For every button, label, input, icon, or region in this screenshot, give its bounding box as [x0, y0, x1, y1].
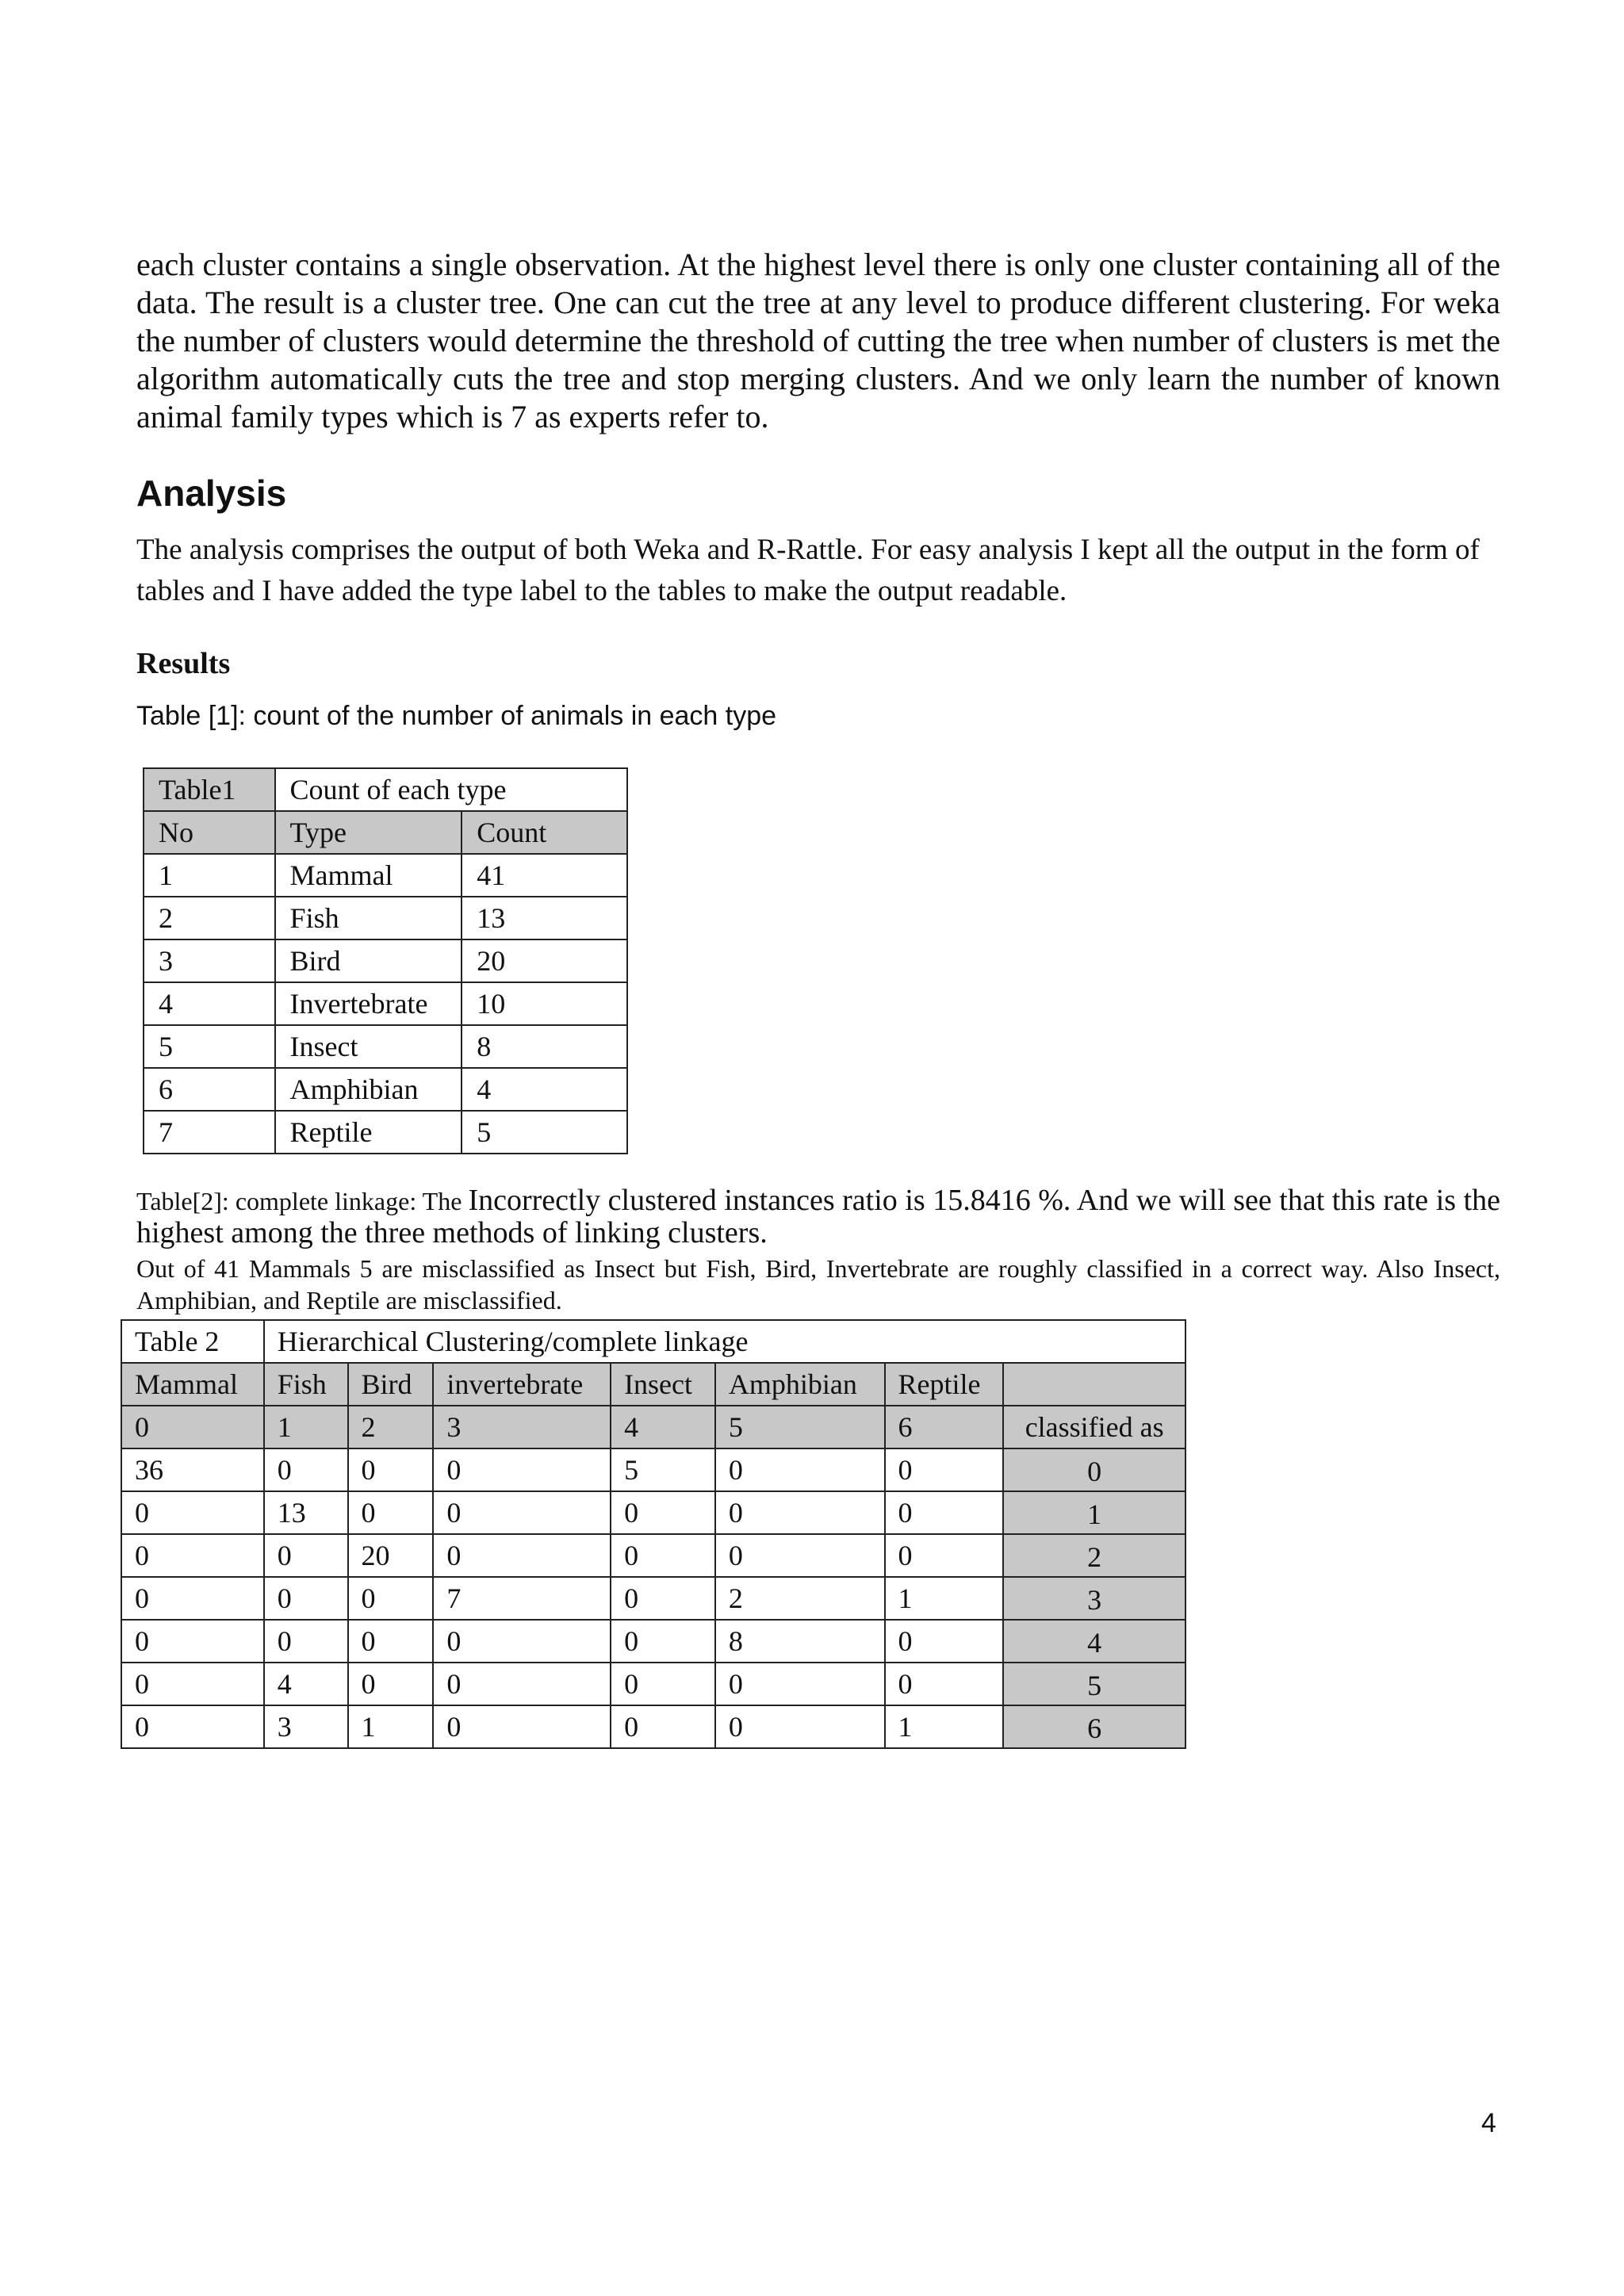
table2-type-header: invertebrate	[433, 1363, 611, 1406]
table2-index-header: 2	[348, 1406, 434, 1448]
table-row	[144, 854, 627, 897]
table2-note: Out of 41 Mammals 5 are misclassified as Insect but Fish, Bird, Invertebrate are roughly classified in a correct way. Also Insect, Amphibian, and Reptile are misclassified.	[136, 1254, 1500, 1314]
table-row	[121, 1448, 1185, 1491]
table2-cell: 0	[121, 1663, 264, 1705]
table2-cell: 0	[121, 1705, 264, 1748]
table1-cell-type: Fish	[275, 897, 462, 939]
table1-cell-type: Amphibian	[275, 1068, 462, 1111]
table2-cell: 0	[885, 1620, 1004, 1663]
table2-cell: 0	[433, 1705, 611, 1748]
table-row	[121, 1534, 1185, 1577]
table2-cell: 0	[433, 1491, 611, 1534]
table1-cell-count: 8	[462, 1025, 627, 1068]
table2-classified-as-cell: 2	[1003, 1534, 1185, 1577]
table1-cell-count: 20	[462, 939, 627, 982]
table2-cell: 0	[121, 1491, 264, 1534]
table1-cell-no: 1	[144, 854, 275, 897]
table1-header-type: Type	[275, 811, 462, 854]
table2-index-header: 5	[715, 1406, 885, 1448]
table2-index-header: 6	[885, 1406, 1004, 1448]
table1-cell-type: Bird	[275, 939, 462, 982]
table2-cell: 0	[348, 1448, 434, 1491]
table2-cell: 0	[433, 1448, 611, 1491]
animal-type-count-table	[143, 767, 628, 1154]
table2-cell: 0	[611, 1705, 715, 1748]
table-row	[121, 1491, 1185, 1534]
table2-type-header: Mammal	[121, 1363, 264, 1406]
table2-cell: 4	[264, 1663, 348, 1705]
table2-cell: 3	[264, 1705, 348, 1748]
table2-cell: 1	[885, 1705, 1004, 1748]
table1-title: Table1	[144, 768, 275, 811]
table2-cell: 0	[121, 1577, 264, 1620]
table1-header-count: Count	[462, 811, 627, 854]
table2-classified-as-cell: 5	[1003, 1663, 1185, 1705]
table2-classified-as-cell: 0	[1003, 1448, 1185, 1491]
table2-index-header: 1	[264, 1406, 348, 1448]
table1-cell-no: 4	[144, 982, 275, 1025]
analysis-heading: Analysis	[136, 473, 287, 514]
table-row	[144, 1111, 627, 1154]
table1-cell-count: 4	[462, 1068, 627, 1111]
results-heading: Results	[136, 647, 231, 680]
table2-cell: 0	[121, 1620, 264, 1663]
table2-cell: 0	[715, 1491, 885, 1534]
table2-cell: 0	[885, 1663, 1004, 1705]
table2-cell: 36	[121, 1448, 264, 1491]
analysis-paragraph: The analysis comprises the output of both Weka and R-Rattle. For easy analysis I kept all the output in the form of tables and I have added the type label to the tables to make the output readable.	[136, 534, 1480, 607]
table2-cell: 0	[611, 1534, 715, 1577]
table1-cell-no: 7	[144, 1111, 275, 1154]
table-row	[144, 1025, 627, 1068]
table2-classified-as-cell: 3	[1003, 1577, 1185, 1620]
table2-cell: 1	[885, 1577, 1004, 1620]
table2-cell: 0	[611, 1663, 715, 1705]
table2-index-header: 0	[121, 1406, 264, 1448]
intro-paragraph: each cluster contains a single observation. At the highest level there is only one cluster containing all of the data. The result is a cluster tree. One can cut the tree at any level to produce different clustering. For weka the number of clusters would determine the threshold of cutting the tree when number of clusters is met the algorithm automatically cuts the tree and stop merging clusters. And we only learn the number of known animal family types which is 7 as experts refer to.	[136, 247, 1500, 434]
table1-title-row	[144, 768, 627, 811]
table2-cell: 0	[715, 1705, 885, 1748]
table2-type-header	[1003, 1363, 1185, 1406]
table2-title: Table 2	[121, 1320, 264, 1363]
table2-cell: 0	[433, 1663, 611, 1705]
table2-cell: 0	[121, 1534, 264, 1577]
table2-cell: 0	[611, 1577, 715, 1620]
table2-cell: 1	[348, 1705, 434, 1748]
table2-type-header: Amphibian	[715, 1363, 885, 1406]
table2-subtitle: Hierarchical Clustering/complete linkage	[264, 1320, 1185, 1363]
table2-cell: 0	[348, 1663, 434, 1705]
table2-cell: 7	[433, 1577, 611, 1620]
table2-cell: 0	[264, 1620, 348, 1663]
table1-cell-no: 5	[144, 1025, 275, 1068]
table2-type-header-row	[121, 1363, 1185, 1406]
table2-title-row	[121, 1320, 1185, 1363]
table2-cell: 0	[715, 1448, 885, 1491]
table2-cell: 0	[885, 1448, 1004, 1491]
table-row	[144, 939, 627, 982]
table1-cell-no: 6	[144, 1068, 275, 1111]
table-row	[144, 897, 627, 939]
table2-cell: 20	[348, 1534, 434, 1577]
table1-cell-count: 13	[462, 897, 627, 939]
table2-type-header: Insect	[611, 1363, 715, 1406]
table2-cell: 0	[348, 1491, 434, 1534]
table-row	[144, 982, 627, 1025]
page-number: 4	[1481, 2108, 1496, 2138]
table1-cell-count: 10	[462, 982, 627, 1025]
confusion-matrix-table	[121, 1319, 1186, 1749]
table2-classified-as-header: classified as	[1003, 1406, 1185, 1448]
table2-index-header: 3	[433, 1406, 611, 1448]
table2-classified-as-cell: 6	[1003, 1705, 1185, 1748]
table2-cell: 8	[715, 1620, 885, 1663]
table2-index-header-row	[121, 1406, 1185, 1448]
table1-cell-type: Insect	[275, 1025, 462, 1068]
table2-cell: 0	[715, 1663, 885, 1705]
table2-cell: 0	[433, 1534, 611, 1577]
table2-caption	[136, 1184, 1500, 1249]
table2-cell: 0	[264, 1577, 348, 1620]
table2-cell: 0	[264, 1534, 348, 1577]
table-row	[121, 1577, 1185, 1620]
table1-cell-type: Reptile	[275, 1111, 462, 1154]
table1-cell-count: 5	[462, 1111, 627, 1154]
table1-header-row	[144, 811, 627, 854]
table2-type-header: Reptile	[885, 1363, 1004, 1406]
table-row	[121, 1663, 1185, 1705]
table2-caption-main: Incorrectly clustered instances ratio is 15.8416 %. And we will see that this rate is the highest among the three methods of linking clusters.	[136, 1184, 1500, 1249]
table2-cell: 0	[433, 1620, 611, 1663]
table1-caption: Table [1]: count of the number of animals in each type	[136, 701, 777, 731]
table2-cell: 0	[611, 1491, 715, 1534]
table1-cell-no: 3	[144, 939, 275, 982]
table2-cell: 0	[348, 1577, 434, 1620]
table2-cell: 13	[264, 1491, 348, 1534]
table2-classified-as-cell: 1	[1003, 1491, 1185, 1534]
table2-cell: 0	[715, 1534, 885, 1577]
table1-header-no: No	[144, 811, 275, 854]
table2-classified-as-cell: 4	[1003, 1620, 1185, 1663]
table2-cell: 5	[611, 1448, 715, 1491]
table2-type-header: Bird	[348, 1363, 434, 1406]
table2-cell: 0	[348, 1620, 434, 1663]
table-row	[121, 1705, 1185, 1748]
table1-cell-count: 41	[462, 854, 627, 897]
table2-cell: 0	[264, 1448, 348, 1491]
table1-subtitle: Count of each type	[275, 768, 627, 811]
table-row	[121, 1620, 1185, 1663]
table1-cell-no: 2	[144, 897, 275, 939]
table2-cell: 0	[885, 1491, 1004, 1534]
table2-caption-prefix: Table[2]: complete linkage: The	[136, 1187, 469, 1215]
table-row	[144, 1068, 627, 1111]
table1-cell-type: Mammal	[275, 854, 462, 897]
table2-type-header: Fish	[264, 1363, 348, 1406]
table2-index-header: 4	[611, 1406, 715, 1448]
table2-cell: 2	[715, 1577, 885, 1620]
table2-cell: 0	[885, 1534, 1004, 1577]
table1-cell-type: Invertebrate	[275, 982, 462, 1025]
table2-cell: 0	[611, 1620, 715, 1663]
